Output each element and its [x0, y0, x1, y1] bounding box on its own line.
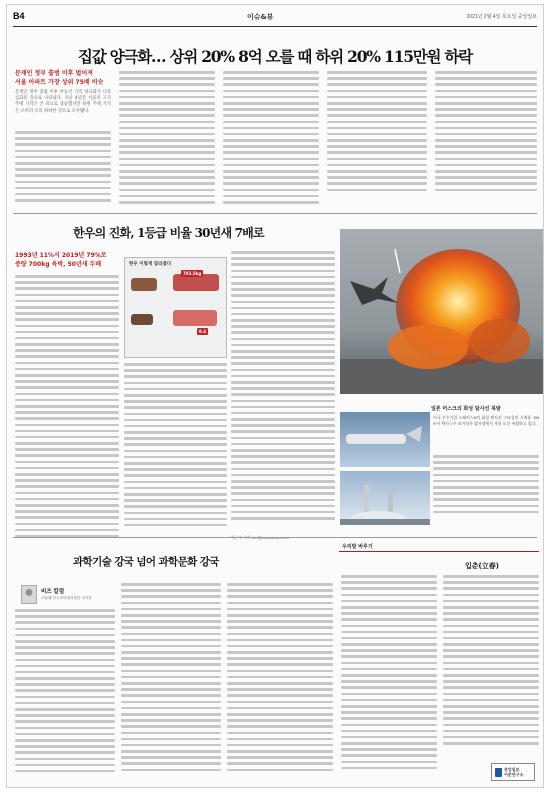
photo-caption-title: 일론 머스크의 화성 탐사선 폭발	[431, 406, 501, 412]
logo-mark-icon	[495, 768, 502, 777]
page-number: B4	[13, 11, 25, 21]
section2-column-1	[15, 251, 119, 541]
author-title: 조율래 한국과학창의재단 이사장	[41, 596, 92, 600]
section4-label: 우리말 바루기	[342, 544, 373, 550]
weight-tag: 702.5kg	[183, 271, 202, 276]
section2-subhead: 1993년 11%서 2019년 79%로 증량 700kg 육박, 50년새 두배	[15, 252, 107, 268]
explosion-illustration	[340, 229, 544, 394]
section4-column-2	[443, 575, 539, 755]
story1-lead: 문재인 정부 출범 이후 부동산 가격 양극화가 더욱 심화된 것으로 나타났다. 지난 4년간 서울의 고가 주택 가격은 큰 폭으로 상승했지만 하위 주택 가격은 오히려 소폭 하락한 것으로 조사됐다.	[15, 90, 111, 114]
story1-column-5	[435, 69, 537, 209]
logo-text: 중앙일보 어문연구소	[504, 767, 524, 777]
author-photo	[21, 585, 37, 604]
grade-tag: 9.4	[199, 329, 207, 334]
dateline: 2021년 2월 4일 목요일 중앙일보	[466, 14, 537, 20]
story1-subhead: 문재인 정부 출범 이후 벌어져 서울 아파트 가장 상위 75배 비슷	[15, 70, 104, 86]
section3-column-3	[227, 583, 333, 781]
institute-logo	[491, 763, 535, 781]
section3-column-1	[15, 609, 115, 781]
starship-flight-photo	[340, 412, 430, 467]
story1-column-4	[327, 69, 427, 209]
section3-title: 과학기술 강국 넘어 과학문화 강국	[73, 556, 219, 568]
section2-column-3	[231, 251, 335, 541]
section4-title: 입춘(立春)	[465, 562, 499, 570]
rocket-illustration	[340, 412, 430, 467]
main-headline: 집값 양극화… 상위 20% 8억 오를 때 하위 20% 115만원 하락	[77, 47, 473, 66]
cow-icon	[131, 278, 157, 291]
story1-column-2	[119, 69, 215, 209]
newspaper-page	[6, 4, 544, 788]
starship-launch-photo	[340, 471, 430, 525]
photo-caption-text: 미국 우주기업 스페이스X의 화성 탐사선 스타십의 시제품 'SN9'이 텍사스주 보카치카 발사장에서 착륙 도중 폭발하고 있다.	[433, 415, 539, 426]
photo-caption	[433, 415, 539, 527]
section3-column-2	[121, 583, 221, 781]
beef-icon	[173, 310, 217, 326]
section-label: 이슈&뷰	[247, 13, 274, 21]
story1-column-3	[223, 69, 319, 209]
accent-rule	[339, 551, 539, 552]
section4-column-1	[341, 575, 437, 781]
author-name: 비즈 칼럼	[41, 589, 65, 595]
infographic-title: 한우 이렇게 달라졌다	[129, 262, 172, 267]
divider	[13, 213, 537, 214]
story1-column-1	[15, 69, 111, 209]
starship-explosion-photo	[340, 229, 544, 394]
beef-icon	[131, 314, 153, 325]
masthead	[13, 11, 537, 27]
section2-column-2	[124, 363, 227, 539]
section2-title: 한우의 진화, 1등급 비율 30년새 7배로	[73, 226, 264, 240]
hanwoo-infographic	[124, 257, 227, 358]
launchpad-illustration	[340, 471, 430, 525]
text-lines	[15, 131, 111, 205]
divider	[13, 537, 537, 538]
